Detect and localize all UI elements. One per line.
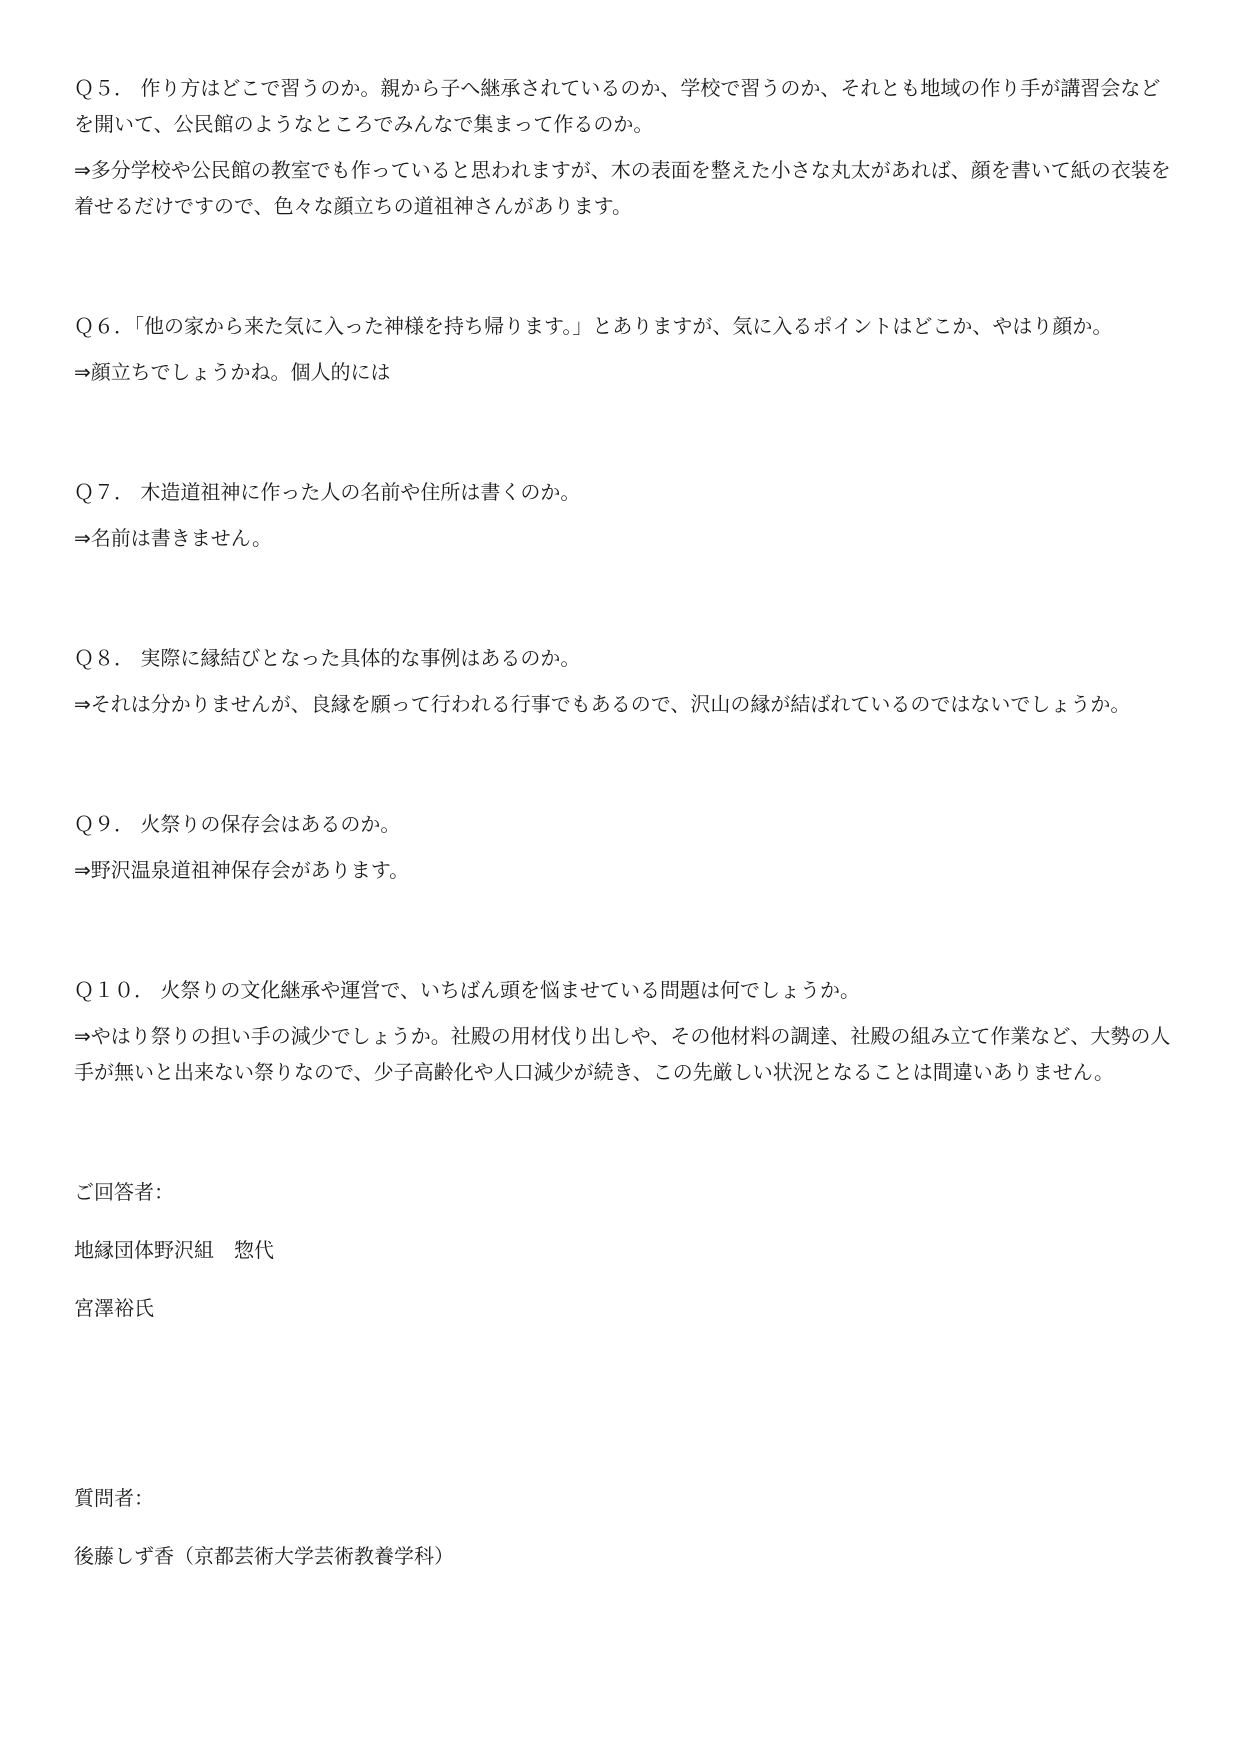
document-page	[74, 70, 1174, 1596]
answer-q7: ⇒名前は書きません。	[74, 526, 272, 550]
qa-item-q10	[74, 972, 1174, 1090]
answer-q6: ⇒顔立ちでしょうかね。個人的には	[74, 360, 391, 384]
answer-q10: ⇒やはり祭りの担い手の減少でしょうか。社殿の用材伐り出しや、その他材料の調達、社殿の組み立て作業など、大勢の人手が無いと出来ない祭りなので、少子高齢化や人口減少が続き、この先厳しい状況となることは間違いありません。	[74, 1024, 1171, 1084]
qa-item-q8	[74, 640, 1174, 722]
question-q6: Ｑ６．「他の家から来た気に入った神様を持ち帰ります。」とありますが、気に入るポイントはどこか、やはり顔か。	[74, 314, 1113, 338]
respondent-block	[74, 1174, 1174, 1326]
questioner-block	[74, 1480, 1174, 1574]
answer-q5: ⇒多分学校や公民館の教室でも作っていると思われますが、木の表面を整えた小さな丸太があれば、顔を書いて紙の衣装を着せるだけですので、色々な顔立ちの道祖神さんがあります。	[74, 158, 1171, 218]
respondent-org: 地縁団体野沢組 惣代	[74, 1238, 274, 1262]
question-q5: Ｑ５． 作り方はどこで習うのか。親から子へ継承されているのか、学校で習うのか、それとも地域の作り手が講習会などを開いて、公民館のようなところでみんなで集まって作るのか。	[74, 76, 1161, 136]
answer-q9: ⇒野沢温泉道祖神保存会があります。	[74, 858, 410, 882]
question-q10: Ｑ１０． 火祭りの文化継承や運営で、いちばん頭を悩ませている問題は何でしょうか。	[74, 978, 860, 1002]
qa-item-q9	[74, 806, 1174, 888]
question-q8: Ｑ８． 実際に縁結びとなった具体的な事例はあるのか。	[74, 646, 581, 670]
questioner-name: 後藤しず香（京都芸術大学芸術教養学科）	[74, 1544, 454, 1568]
question-q7: Ｑ７． 木造道祖神に作った人の名前や住所は書くのか。	[74, 480, 581, 504]
questioner-label: 質問者：	[74, 1486, 154, 1510]
qa-item-q7	[74, 474, 1174, 556]
answer-q8: ⇒それは分かりませんが、良縁を願って行われる行事でもあるので、沢山の縁が結ばれているのではないでしょうか。	[74, 692, 1131, 716]
qa-item-q6	[74, 308, 1174, 390]
respondent-name: 宮澤裕氏	[74, 1296, 154, 1320]
respondent-label: ご回答者：	[74, 1180, 174, 1204]
question-q9: Ｑ９． 火祭りの保存会はあるのか。	[74, 812, 401, 836]
qa-item-q5	[74, 70, 1174, 224]
